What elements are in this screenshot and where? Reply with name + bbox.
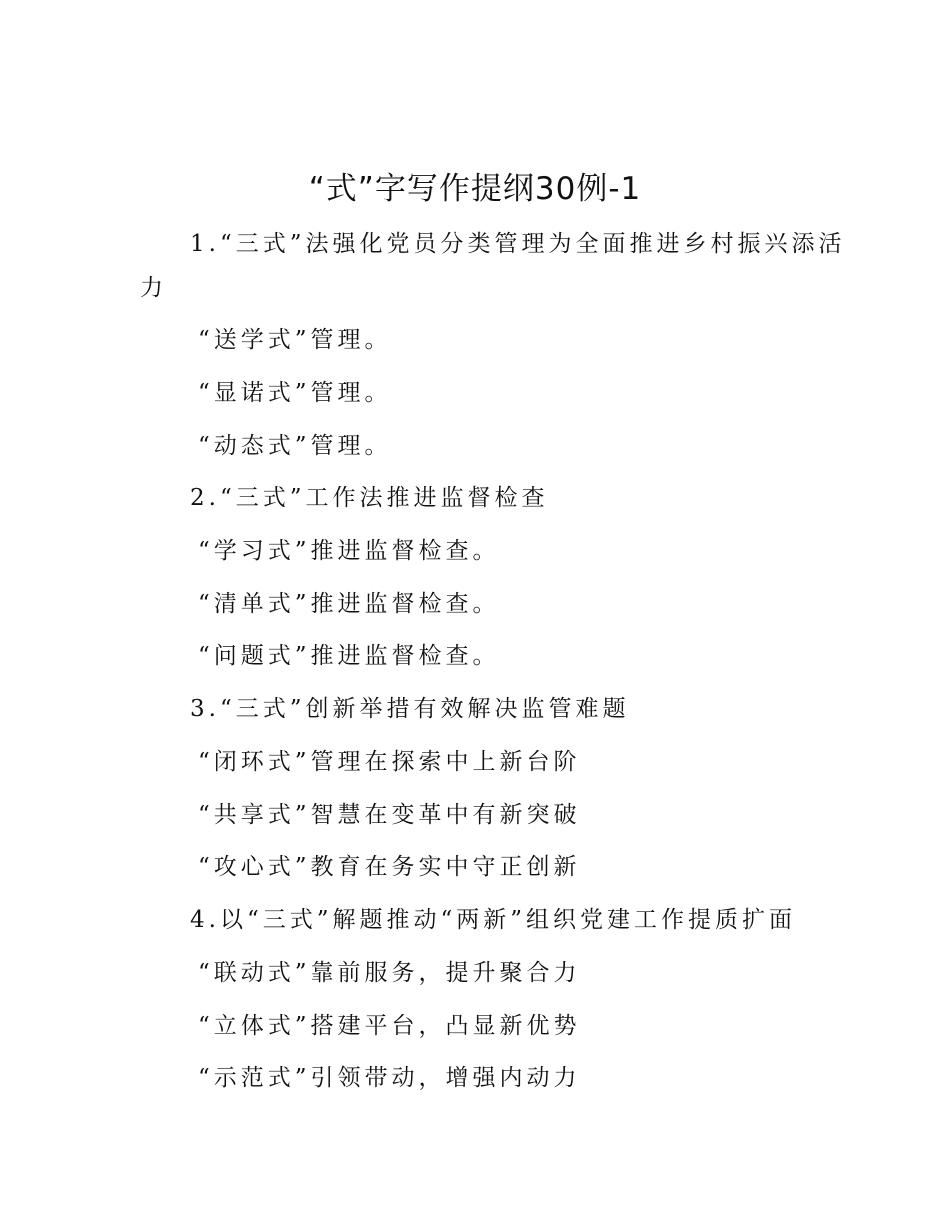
section-1-item-1: “送学式”管理。: [198, 327, 392, 353]
section-4-item-2: “立体式”搭建平台，凸显新优势: [198, 1013, 581, 1039]
section-2-heading: 2.“三式”工作法推进监督检查: [190, 485, 549, 511]
page-title: “式”字写作提纲30例-1: [308, 171, 642, 207]
section-2-item-1: “学习式”推进监督检查。: [198, 538, 500, 564]
section-3-heading: 3.“三式”创新举措有效解决监管难题: [190, 696, 630, 722]
section-1-item-3: “动态式”管理。: [198, 433, 392, 459]
section-2-item-3: “问题式”推进监督检查。: [198, 643, 500, 669]
section-1-heading-wrap: 力: [140, 275, 167, 301]
section-4-item-3: “示范式”引领带动，增强内动力: [198, 1065, 581, 1091]
section-4-heading: 4.以“三式”解题推动“两新”组织党建工作提质扩面: [190, 907, 796, 933]
section-1-heading: 1.“三式”法强化党员分类管理为全面推进乡村振兴添活: [190, 231, 846, 257]
section-3-item-1: “闭环式”管理在探索中上新台阶: [198, 749, 581, 775]
section-3-item-2: “共享式”智慧在变革中有新突破: [198, 802, 581, 828]
section-1-item-2: “显诺式”管理。: [198, 380, 392, 406]
section-2-item-2: “清单式”推进监督检查。: [198, 591, 500, 617]
section-4-item-1: “联动式”靠前服务，提升聚合力: [198, 960, 581, 986]
section-3-item-3: “攻心式”教育在务实中守正创新: [198, 854, 581, 880]
